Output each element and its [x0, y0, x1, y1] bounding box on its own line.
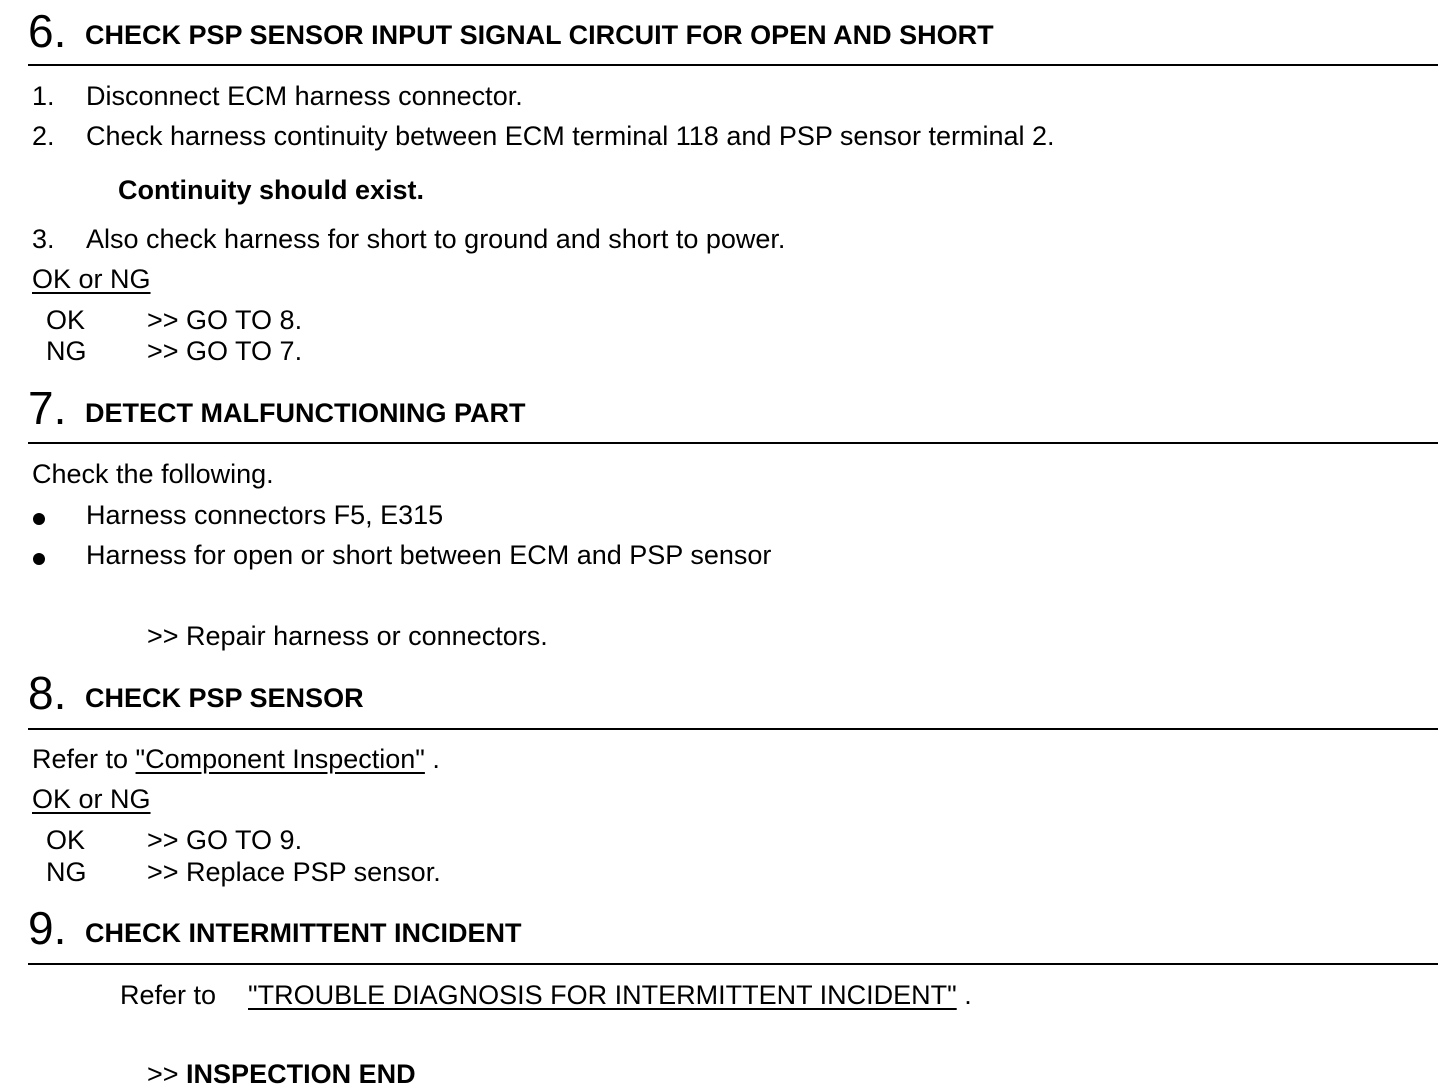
refer-prefix: Refer to	[120, 980, 217, 1010]
bullet-text: Harness connectors F5, E315	[86, 500, 444, 530]
bullet-text: Harness for open or short between ECM and PSP sensor	[86, 540, 772, 570]
step-text: Check harness continuity between ECM terminal 118 and PSP sensor terminal 2.	[86, 121, 1055, 151]
step-number: 2.	[32, 121, 55, 151]
ok-ng-heading: OK or NG	[32, 264, 151, 294]
section-7-number: 7.	[28, 382, 67, 434]
inspection-end	[147, 1059, 416, 1089]
refer-prefix: Refer to	[32, 744, 136, 774]
section-6-title: CHECK PSP SENSOR INPUT SIGNAL CIRCUIT FOR OPEN AND SHORT	[85, 20, 994, 50]
result-label-ok: OK	[46, 825, 86, 855]
step-number: 1.	[32, 81, 55, 111]
result-label-ng: NG	[46, 336, 87, 366]
result-action: >> GO TO 8.	[147, 305, 303, 335]
section-8-title: CHECK PSP SENSOR	[85, 683, 364, 713]
section-9-divider	[28, 963, 1438, 965]
refer-suffix: .	[956, 980, 972, 1010]
section-8-number: 8.	[28, 667, 67, 719]
section-7-title: DETECT MALFUNCTIONING PART	[85, 398, 526, 428]
trouble-diagnosis-link[interactable]: "TROUBLE DIAGNOSIS FOR INTERMITTENT INCIDENT"	[248, 980, 957, 1010]
continuity-note: Continuity should exist.	[118, 175, 425, 205]
section-7-divider	[28, 442, 1438, 444]
step-text: Also check harness for short to ground and short to power.	[86, 224, 786, 254]
result-label-ng: NG	[46, 857, 87, 887]
result-action: >> GO TO 7.	[147, 336, 303, 366]
refer-suffix: .	[424, 744, 440, 774]
bullet-dot	[33, 553, 45, 565]
refer-line	[32, 744, 440, 774]
end-text: INSPECTION END	[186, 1059, 416, 1089]
component-inspection-link[interactable]: "Component Inspection"	[135, 744, 425, 774]
bullet-dot	[33, 513, 45, 525]
result-action: >> GO TO 9.	[147, 825, 303, 855]
section-8-divider	[28, 728, 1438, 730]
section-9-title: CHECK INTERMITTENT INCIDENT	[85, 918, 522, 948]
section-9-number: 9.	[28, 902, 67, 954]
check-intro: Check the following.	[32, 459, 274, 489]
result-label-ok: OK	[46, 305, 86, 335]
end-prefix: >>	[147, 1059, 187, 1089]
repair-action: >> Repair harness or connectors.	[147, 621, 548, 651]
step-number: 3.	[32, 224, 55, 254]
section-6-divider	[28, 64, 1438, 66]
result-action: >> Replace PSP sensor.	[147, 857, 441, 887]
step-text: Disconnect ECM harness connector.	[86, 81, 523, 111]
refer-line	[248, 980, 972, 1010]
section-6-number: 6.	[28, 5, 67, 57]
ok-ng-heading: OK or NG	[32, 784, 151, 814]
